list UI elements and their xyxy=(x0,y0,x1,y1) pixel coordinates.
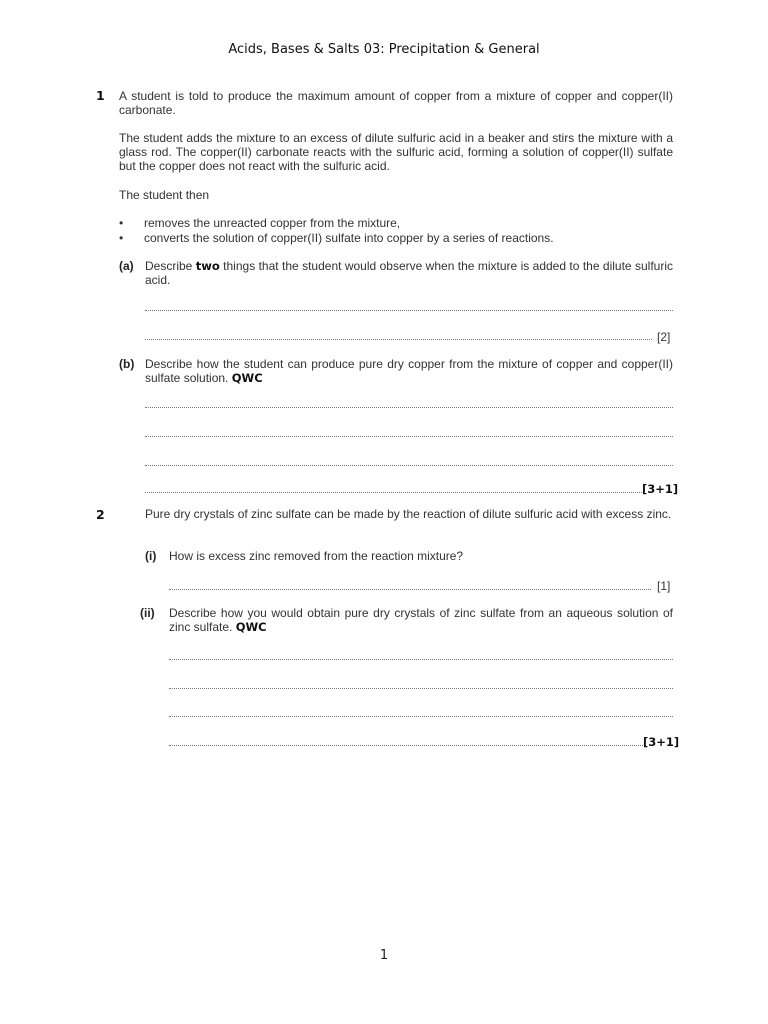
marks-allocation: [3+1] xyxy=(642,482,679,496)
answer-line[interactable] xyxy=(145,407,673,408)
answer-line[interactable] xyxy=(145,339,652,340)
question-2-number: 2 xyxy=(96,507,105,522)
qwc-tag: QWC xyxy=(231,371,263,385)
bullet-text: converts the solution of copper(II) sulfate into copper by a series of reactions. xyxy=(144,231,554,245)
part-b-question xyxy=(145,357,673,385)
marks-allocation: [2] xyxy=(657,330,671,344)
part-b-text: Describe how the student can produce pure dry copper from the mixture of copper and copper(II) sulfate solution. xyxy=(145,357,673,385)
part-a-text-rest: things that the student would observe when the mixture is added to the dilute sulfuric acid. xyxy=(145,259,673,287)
marks-allocation: [3+1] xyxy=(643,735,680,749)
part-ii-question xyxy=(169,606,673,634)
answer-line[interactable] xyxy=(169,589,651,590)
part-ii-label: (ii) xyxy=(140,606,155,620)
bullet-item xyxy=(119,216,673,230)
part-a-text: Describe xyxy=(145,259,196,273)
answer-line[interactable] xyxy=(169,659,673,660)
bullet-text: removes the unreacted copper from the mixture, xyxy=(144,216,401,230)
answer-line[interactable] xyxy=(169,716,673,717)
part-ii-text: Describe how you would obtain pure dry crystals of zinc sulfate from an aqueous solution of zinc sulfate. xyxy=(169,606,673,634)
page-title: Acids, Bases & Salts 03: Precipitation & General xyxy=(228,42,540,57)
part-a-emphasis: two xyxy=(195,259,220,273)
qwc-tag: QWC xyxy=(235,620,267,634)
answer-line[interactable] xyxy=(145,492,642,493)
part-b-label: (b) xyxy=(119,357,135,371)
answer-line[interactable] xyxy=(145,436,673,437)
bullet-icon: • xyxy=(119,231,124,245)
answer-line[interactable] xyxy=(145,465,673,466)
part-i-question: How is excess zinc removed from the reaction mixture? xyxy=(169,549,464,563)
question-1-intro: A student is told to produce the maximum amount of copper from a mixture of copper and copper(II) carbonate. xyxy=(119,89,673,117)
question-1-paragraph-2: The student adds the mixture to an excess of dilute sulfuric acid in a beaker and stirs the mixture with a glass rod. The copper(II) carbonate reacts with the sulfuric acid, forming a solution of copper(II) sulfate but the copper does not react with the sulfuric acid. xyxy=(119,131,673,173)
answer-line[interactable] xyxy=(145,310,673,311)
page-number: 1 xyxy=(379,948,389,963)
question-1-paragraph-3: The student then xyxy=(119,188,210,202)
question-2-intro: Pure dry crystals of zinc sulfate can be made by the reaction of dilute sulfuric acid with excess zinc. xyxy=(145,507,672,521)
answer-line[interactable] xyxy=(169,745,643,746)
bullet-item xyxy=(119,231,673,245)
part-a-question xyxy=(145,259,673,287)
part-i-label: (i) xyxy=(145,549,157,563)
marks-allocation: [1] xyxy=(657,579,671,593)
question-1-number: 1 xyxy=(96,88,105,103)
part-a-label: (a) xyxy=(119,259,134,273)
bullet-icon: • xyxy=(119,216,124,230)
answer-line[interactable] xyxy=(169,688,673,689)
